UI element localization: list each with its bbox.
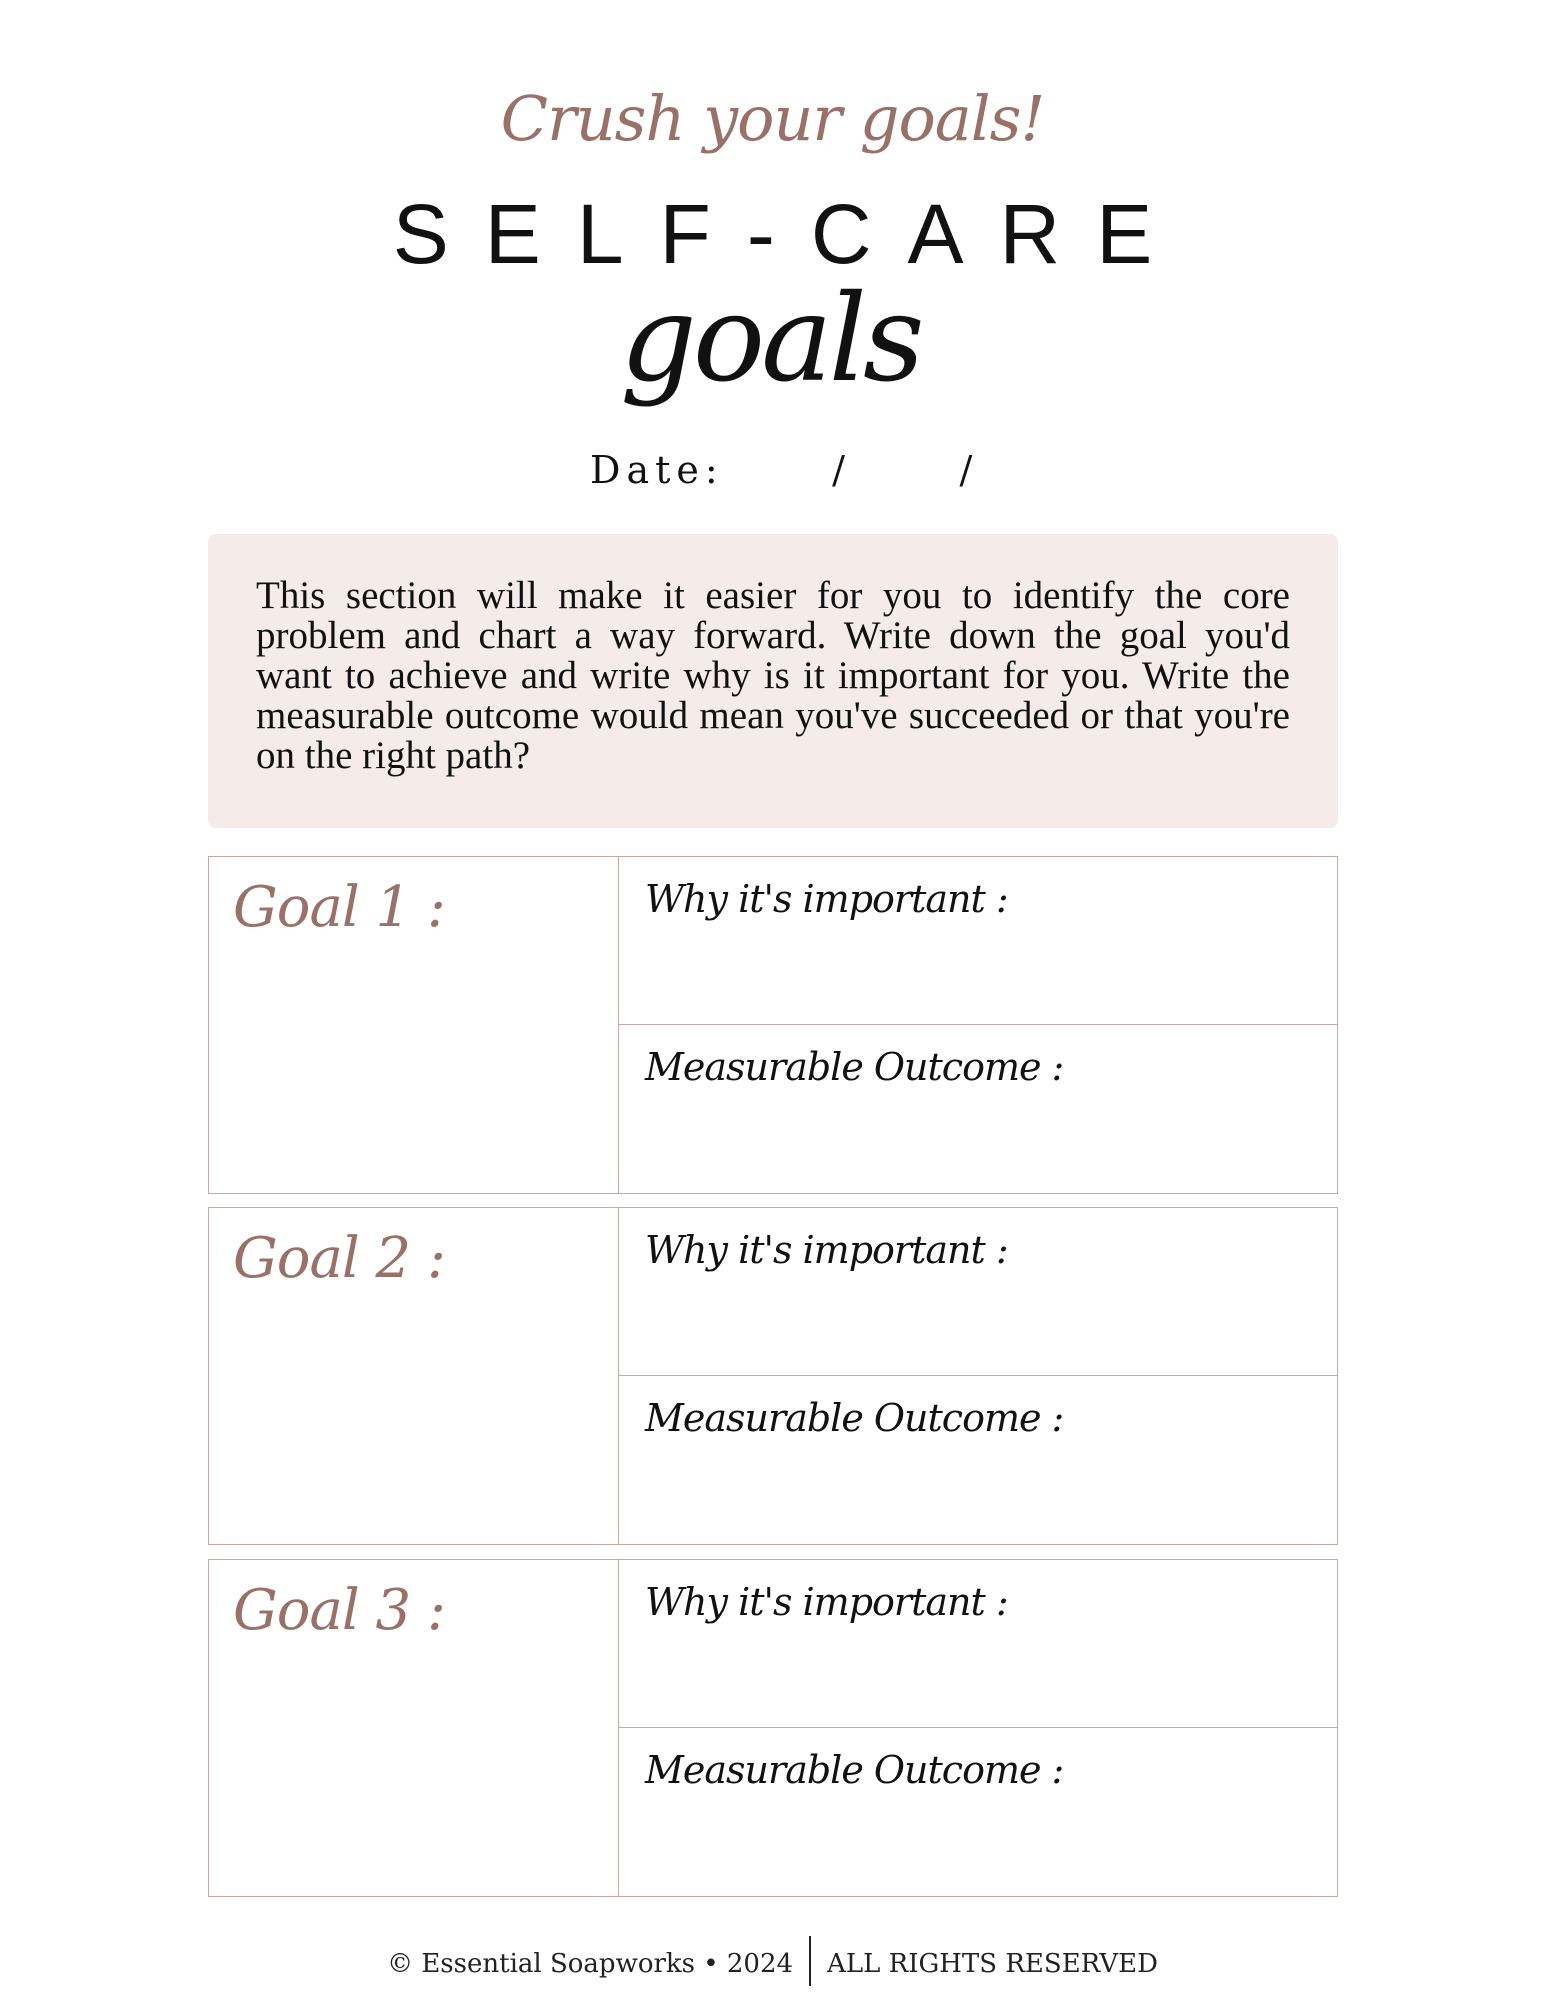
measurable-outcome-label: Measurable Outcome : xyxy=(645,1748,1064,1792)
measurable-outcome-label: Measurable Outcome : xyxy=(645,1045,1064,1089)
goal-label: Goal 1 : xyxy=(233,875,445,940)
goal-card xyxy=(208,1207,1338,1545)
tagline: Crush your goals! xyxy=(500,82,1045,155)
goal-card xyxy=(208,856,1338,1194)
page-title: SELF-CARE xyxy=(392,187,1189,281)
why-important-cell[interactable] xyxy=(619,857,1337,1025)
measurable-outcome-cell[interactable] xyxy=(619,1376,1337,1544)
intro-box xyxy=(208,534,1338,828)
measurable-outcome-label: Measurable Outcome : xyxy=(645,1396,1064,1440)
goal-name-cell[interactable] xyxy=(209,1208,619,1544)
goal-details xyxy=(619,1208,1337,1544)
goal-label: Goal 2 : xyxy=(233,1226,445,1291)
page-title-script: goals xyxy=(620,270,921,409)
why-important-label: Why it's important : xyxy=(645,1228,1008,1272)
date-label: Date: xyxy=(590,448,724,492)
rights-text: ALL RIGHTS RESERVED xyxy=(827,1949,1158,1979)
date-separator: / xyxy=(959,448,979,492)
goal-label: Goal 3 : xyxy=(233,1578,445,1643)
footer-divider xyxy=(809,1936,811,1986)
goal-card xyxy=(208,1559,1338,1897)
footer xyxy=(0,1940,1545,1990)
why-important-cell[interactable] xyxy=(619,1208,1337,1376)
intro-text: This section will make it easier for you to identify the core problem and chart a way forward. Write down the goal you'd want to achieve and write why is it important for you. Write the measurable outcome would mean you've succeeded or that you're on the right path? xyxy=(256,574,1290,777)
goal-details xyxy=(619,857,1337,1193)
goal-name-cell[interactable] xyxy=(209,1560,619,1896)
why-important-cell[interactable] xyxy=(619,1560,1337,1728)
copyright-text: © Essential Soapworks • 2024 xyxy=(387,1949,794,1979)
why-important-label: Why it's important : xyxy=(645,1580,1008,1624)
measurable-outcome-cell[interactable] xyxy=(619,1728,1337,1896)
goal-name-cell[interactable] xyxy=(209,857,619,1193)
date-row xyxy=(590,448,978,492)
why-important-label: Why it's important : xyxy=(645,877,1008,921)
date-separator: / xyxy=(832,448,851,492)
measurable-outcome-cell[interactable] xyxy=(619,1025,1337,1193)
goal-details xyxy=(619,1560,1337,1896)
